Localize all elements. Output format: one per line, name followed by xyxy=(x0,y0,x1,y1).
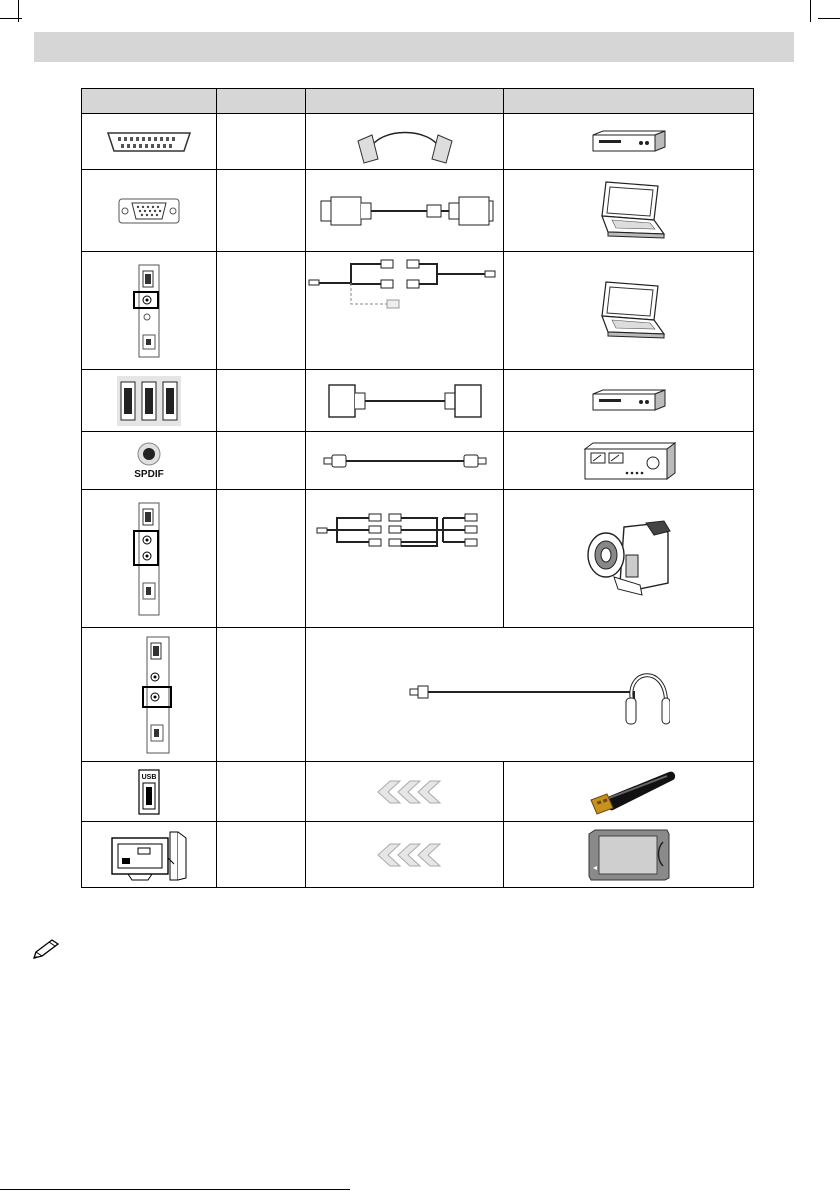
cable-cell xyxy=(306,762,504,822)
device-cell xyxy=(504,762,754,822)
cable-cell xyxy=(306,114,504,170)
side-audio-panel-icon xyxy=(129,263,169,359)
dvd-recorder-icon xyxy=(589,388,669,414)
cable-cell xyxy=(306,170,504,252)
device-cell xyxy=(504,252,754,370)
headphone-connection-icon xyxy=(390,660,670,730)
ci-slot-icon xyxy=(108,828,190,882)
cable-cell xyxy=(306,252,504,370)
type-cell xyxy=(217,114,306,170)
crop-mark xyxy=(0,18,22,19)
connector-cell xyxy=(82,432,217,490)
type-cell xyxy=(217,252,306,370)
type-cell xyxy=(217,490,306,628)
header-type xyxy=(217,89,306,114)
table-row xyxy=(82,114,754,170)
av-cable-icon xyxy=(315,512,495,552)
connector-cell xyxy=(82,822,217,888)
connector-cell xyxy=(82,370,217,432)
table-row xyxy=(82,490,754,628)
table-row xyxy=(82,432,754,490)
connector-cell xyxy=(82,762,217,822)
audio-adapter-cable-icon xyxy=(307,258,503,318)
connector-cell xyxy=(82,170,217,252)
connector-cell xyxy=(82,252,217,370)
vga-socket-icon xyxy=(118,198,180,224)
type-cell xyxy=(217,170,306,252)
table-row xyxy=(82,370,754,432)
laptop-icon xyxy=(592,178,666,244)
crop-mark xyxy=(810,0,811,22)
device-cell xyxy=(504,170,754,252)
cam-module-icon xyxy=(587,828,671,882)
connector-cell xyxy=(82,490,217,628)
footer-rule xyxy=(0,1189,350,1190)
connector-cell xyxy=(82,628,217,762)
laptop-icon xyxy=(592,278,666,344)
insert-arrows-icon xyxy=(368,842,442,868)
crop-mark xyxy=(818,18,840,19)
dvd-recorder-icon xyxy=(589,129,669,155)
table-row xyxy=(82,628,754,762)
section-title-bar xyxy=(34,32,794,62)
pencil-note-icon xyxy=(30,938,62,960)
table-row xyxy=(82,170,754,252)
type-cell xyxy=(217,822,306,888)
scart-cable-icon xyxy=(350,119,460,165)
usb-label: USB xyxy=(141,773,157,781)
audio-amplifier-icon xyxy=(581,441,677,481)
connector-cell xyxy=(82,114,217,170)
cable-cell xyxy=(306,822,504,888)
insert-arrows-icon xyxy=(368,779,442,805)
hdmi-sockets-icon xyxy=(117,376,181,426)
connections-table xyxy=(81,88,754,888)
cable-cell xyxy=(306,370,504,432)
table-row xyxy=(82,822,754,888)
vga-cable-icon xyxy=(315,191,495,231)
camcorder-icon xyxy=(584,519,674,599)
cable-device-cell xyxy=(306,628,754,762)
spdif-label: SPDIF xyxy=(134,469,164,480)
device-cell xyxy=(504,822,754,888)
device-cell xyxy=(504,490,754,628)
cable-cell xyxy=(306,432,504,490)
cable-cell xyxy=(306,490,504,628)
type-cell xyxy=(217,432,306,490)
type-cell xyxy=(217,370,306,432)
coaxial-cable-icon xyxy=(322,451,488,471)
table-row xyxy=(82,762,754,822)
usb-stick-icon xyxy=(579,768,679,816)
header-device xyxy=(504,89,754,114)
side-av-panel-icon xyxy=(129,501,169,617)
table-row xyxy=(82,252,754,370)
header-connector xyxy=(82,89,217,114)
header-cables xyxy=(306,89,504,114)
type-cell xyxy=(217,762,306,822)
hdmi-cable-icon xyxy=(325,379,485,423)
type-cell xyxy=(217,628,306,762)
usb-socket-icon xyxy=(138,769,160,815)
device-cell xyxy=(504,114,754,170)
device-cell xyxy=(504,432,754,490)
spdif-socket-icon xyxy=(136,441,162,467)
side-headphone-panel-icon xyxy=(117,635,181,755)
scart-socket-icon xyxy=(104,131,194,153)
table-header-row xyxy=(82,89,754,114)
device-cell xyxy=(504,370,754,432)
